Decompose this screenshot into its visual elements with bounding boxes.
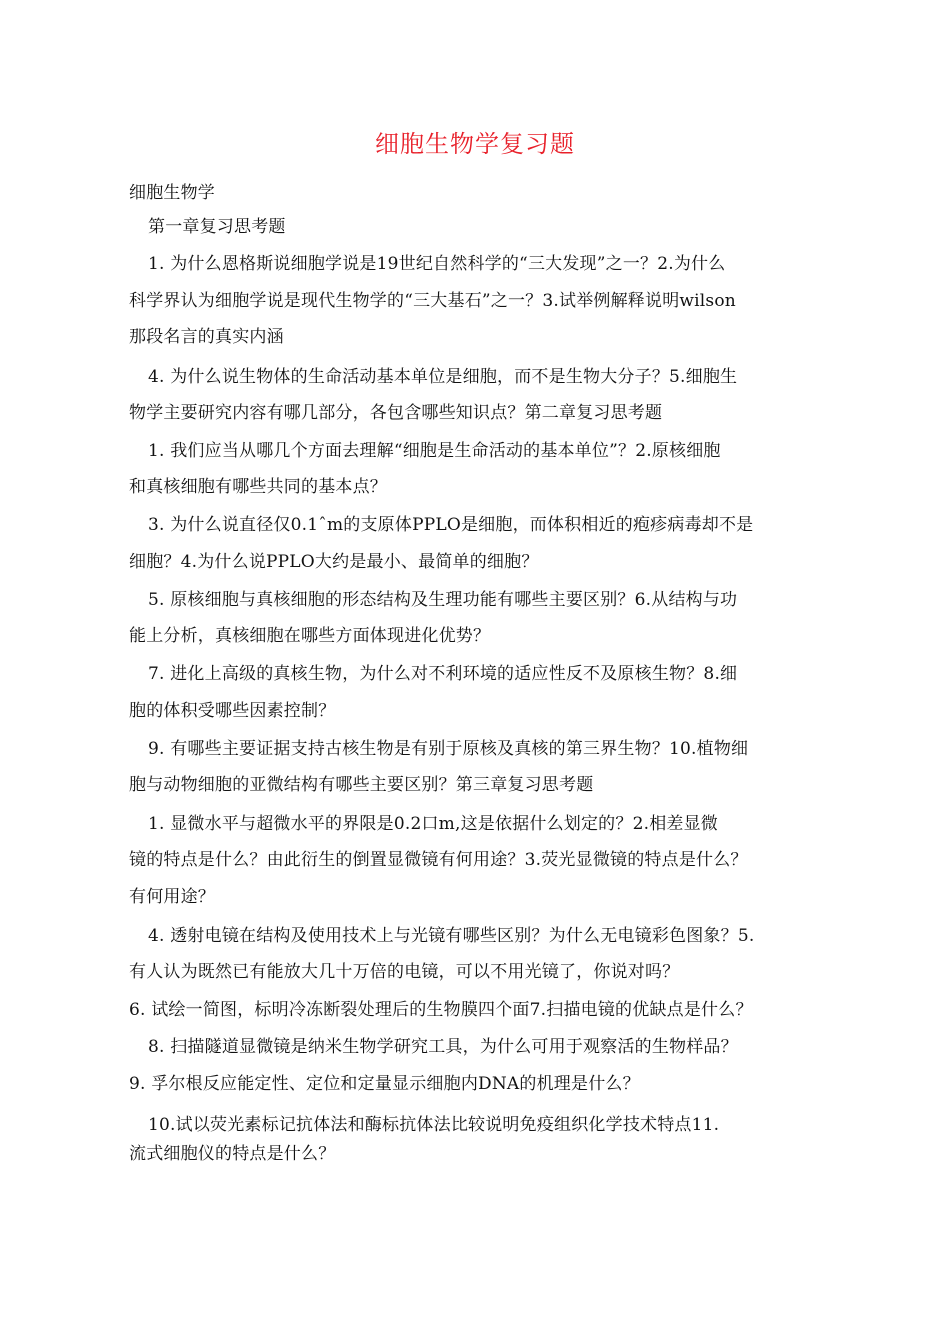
text-line: 4. 为什么说生物体的生命活动基本单位是细胞，而不是生物大分子？5.细胞生 xyxy=(148,367,738,387)
text-line: 科学界认为细胞学说是现代生物学的“三大基石”之一？3.试举例解释说明wilson xyxy=(129,291,736,311)
text-line: 9. 孚尔根反应能定性、定位和定量显示细胞内DNA的机理是什么？ xyxy=(129,1074,640,1094)
text-line: 9. 有哪些主要证据支持古核生物是有别于原核及真核的第三界生物？10.植物细 xyxy=(148,739,749,759)
text-line: 流式细胞仪的特点是什么？ xyxy=(129,1144,336,1164)
text-line: 和真核细胞有哪些共同的基本点？ xyxy=(129,477,387,497)
text-line: 6. 试绘一简图，标明冷冻断裂处理后的生物膜四个面7.扫描电镜的优缺点是什么？ xyxy=(129,1000,753,1020)
text-line: 有何用途？ xyxy=(129,887,215,907)
text-line: 5. 原核细胞与真核细胞的形态结构及生理功能有哪些主要区别？6.从结构与功 xyxy=(148,590,738,610)
document-title: 细胞生物学复习题 xyxy=(375,130,575,158)
text-line: 10.试以荧光素标记抗体法和酶标抗体法比较说明免疫组织化学技术特点11. xyxy=(148,1115,720,1135)
text-line: 能上分析，真核细胞在哪些方面体现进化优势？ xyxy=(129,626,491,646)
text-line: 细胞？4.为什么说PPLO大约是最小、最简单的细胞？ xyxy=(129,552,539,572)
text-line: 1. 我们应当从哪几个方面去理解“细胞是生命活动的基本单位”？2.原核细胞 xyxy=(148,441,721,461)
text-line: 3. 为什么说直径仅0.1ˆm的支原体PPLO是细胞，而体积相近的疱疹病毒却不是 xyxy=(148,515,754,535)
text-line: 1. 显微水平与超微水平的界限是0.2口m,这是依据什么划定的？2.相差显微 xyxy=(148,814,719,834)
section-heading: 细胞生物学 xyxy=(129,183,215,203)
text-line: 胞的体积受哪些因素控制？ xyxy=(129,701,336,721)
text-line: 物学主要研究内容有哪几部分，各包含哪些知识点？第二章复习思考题 xyxy=(129,403,663,423)
text-line: 有人认为既然已有能放大几十万倍的电镜，可以不用光镜了，你说对吗？ xyxy=(129,962,680,982)
text-line: 1. 为什么恩格斯说细胞学说是19世纪自然科学的“三大发现”之一？2.为什么 xyxy=(148,254,726,274)
text-line: 8. 扫描隧道显微镜是纳米生物学研究工具，为什么可用于观察活的生物样品？ xyxy=(148,1037,738,1057)
text-line: 7. 进化上高级的真核生物，为什么对不利环境的适应性反不及原核生物？8.细 xyxy=(148,664,738,684)
text-line: 镜的特点是什么？由此衍生的倒置显微镜有何用途？3.荧光显微镜的特点是什么？ xyxy=(129,850,748,870)
text-line: 4. 透射电镜在结构及使用技术上与光镜有哪些区别？为什么无电镜彩色图象？5. xyxy=(148,926,755,946)
text-line: 胞与动物细胞的亚微结构有哪些主要区别？第三章复习思考题 xyxy=(129,775,594,795)
text-line: 那段名言的真实内涵 xyxy=(129,327,284,347)
chapter-heading: 第一章复习思考题 xyxy=(148,217,286,237)
